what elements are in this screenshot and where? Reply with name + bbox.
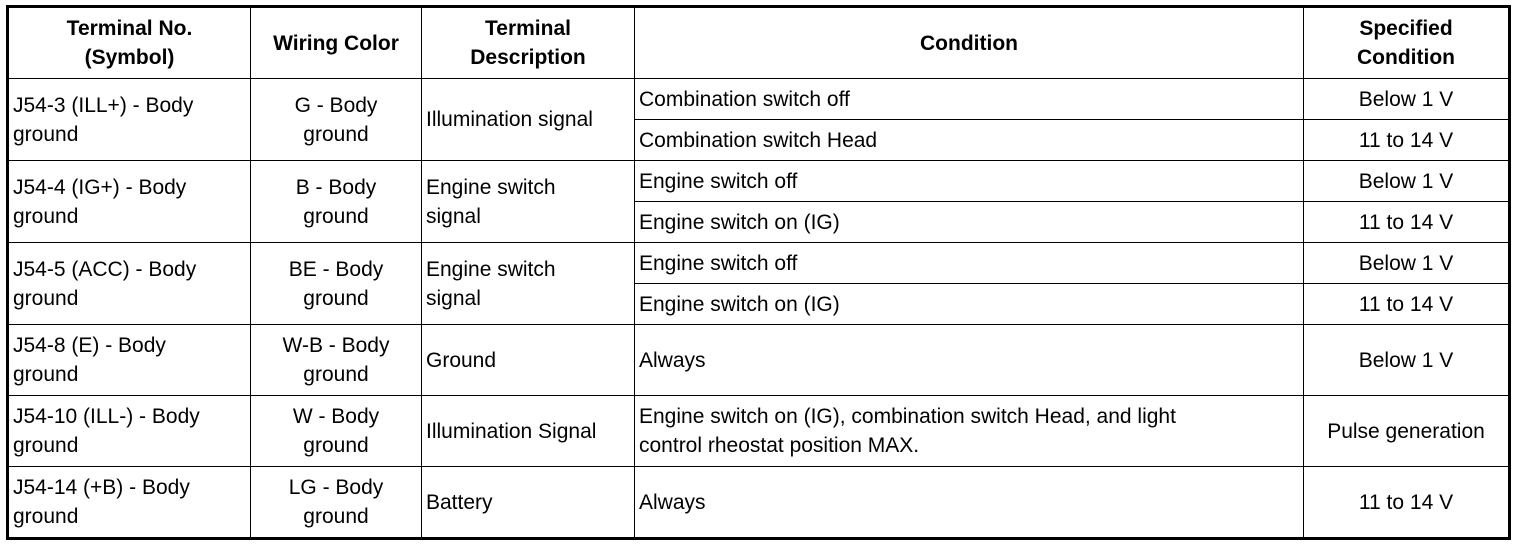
header-terminal-description: Terminal Description [422,7,635,79]
specified-condition-cell: 11 to 14 V [1304,202,1510,243]
specified-condition-cell: 11 to 14 V [1304,467,1510,539]
header-wiring-color: Wiring Color [251,7,422,79]
condition-cell: Always [635,467,1304,539]
specified-condition-cell: Below 1 V [1304,325,1510,396]
wiring-color-cell: BE - Body ground [251,243,422,325]
specified-condition-cell: Below 1 V [1304,161,1510,202]
header-terminal-no: Terminal No. (Symbol) [8,7,251,79]
specified-condition-cell: Below 1 V [1304,243,1510,284]
wiring-color-cell: LG - Body ground [251,467,422,539]
description-cell: Ground [422,325,635,396]
terminal-cell: J54-10 (ILL-) - Body ground [8,396,251,467]
wiring-color-cell: G - Body ground [251,79,422,161]
condition-cell: Engine switch on (IG), combination switch Head, and light control rheostat position MAX. [635,396,1304,467]
table-row [8,325,1510,396]
description-cell: Engine switch signal [422,243,635,325]
specified-condition-cell: Below 1 V [1304,79,1510,120]
condition-cell: Combination switch Head [635,120,1304,161]
condition-cell: Engine switch on (IG) [635,202,1304,243]
condition-cell: Engine switch on (IG) [635,284,1304,325]
description-cell: Engine switch signal [422,161,635,243]
table-row [8,243,1510,284]
header-condition: Condition [635,7,1304,79]
condition-cell: Always [635,325,1304,396]
table-row [8,161,1510,202]
header-row [8,7,1510,79]
table-header [8,7,1510,79]
condition-cell: Engine switch off [635,243,1304,284]
condition-cell: Combination switch off [635,79,1304,120]
terminal-cell: J54-14 (+B) - Body ground [8,467,251,539]
terminal-inspection-table [6,5,1511,540]
wiring-color-cell: W-B - Body ground [251,325,422,396]
specified-condition-cell: Pulse generation [1304,396,1510,467]
terminal-cell: J54-3 (ILL+) - Body ground [8,79,251,161]
wiring-color-cell: W - Body ground [251,396,422,467]
terminal-table-container [6,5,1511,540]
description-cell: Illumination signal [422,79,635,161]
wiring-color-cell: B - Body ground [251,161,422,243]
specified-condition-cell: 11 to 14 V [1304,284,1510,325]
terminal-cell: J54-5 (ACC) - Body ground [8,243,251,325]
terminal-cell: J54-8 (E) - Body ground [8,325,251,396]
terminal-cell: J54-4 (IG+) - Body ground [8,161,251,243]
table-row [8,467,1510,539]
table-row [8,396,1510,467]
table-row [8,79,1510,120]
table-body [8,79,1510,539]
specified-condition-cell: 11 to 14 V [1304,120,1510,161]
description-cell: Illumination Signal [422,396,635,467]
description-cell: Battery [422,467,635,539]
condition-cell: Engine switch off [635,161,1304,202]
header-specified-condition: Specified Condition [1304,7,1510,79]
